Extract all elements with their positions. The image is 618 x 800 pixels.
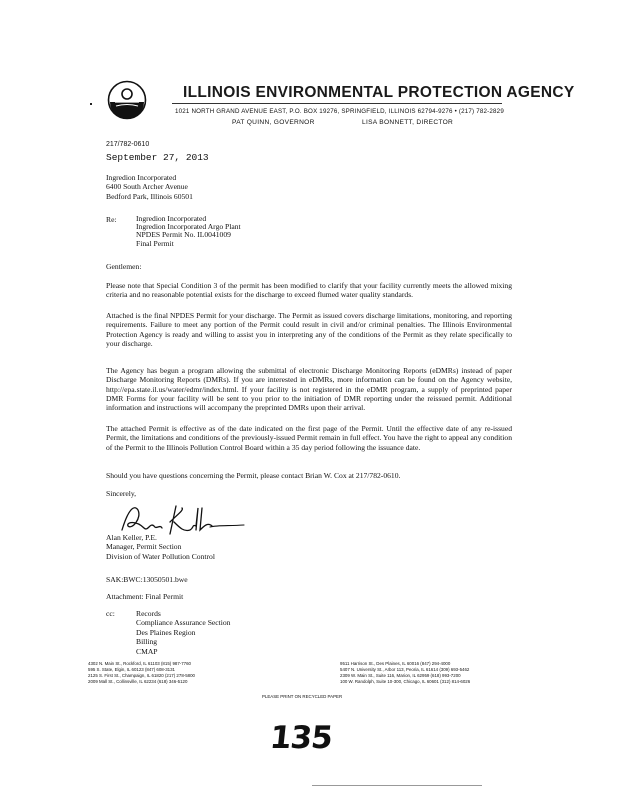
footer-office: 4302 N. Main St., Rockford, IL 61103 (815) 987-7760 <box>88 661 191 666</box>
footer-office: 9511 Harrison St., Des Plaines, IL 60016 (847) 294-4000 <box>340 661 451 666</box>
reference-code: SAK:BWC:13050501.bwe <box>106 575 188 584</box>
cc-item: Des Plaines Region <box>136 627 196 637</box>
scan-edge-mark <box>312 785 482 786</box>
cc-label: cc: <box>106 609 115 618</box>
body-paragraph-2: Attached is the final NPDES Permit for your discharge. The Permit as issued covers discharge limitations, monitoring, and reporting requirements. Failure to meet any portion of the Permit could result in civil and/or criminal penalties. The Illinois Environmental Protection Agency is ready and willing to assist you in interpreting any of the conditions of the Permit as they relate specifically to your discharge. <box>106 311 512 348</box>
footer-office: 2309 W. Main St., Suite 116, Marion, IL 62959 (618) 993-7200 <box>340 672 461 678</box>
agency-name: ILLINOIS ENVIRONMENTAL PROTECTION AGENCY <box>183 84 575 101</box>
signer-title: Manager, Permit Section <box>106 542 182 552</box>
re-line: Final Permit <box>136 238 174 248</box>
cc-item: Billing <box>136 637 158 647</box>
phone-reference: 217/782-0610 <box>106 141 150 148</box>
footer-offices-left <box>88 661 195 685</box>
recipient-line: Ingredion Incorporated <box>106 173 177 182</box>
letterhead-rule <box>172 103 502 104</box>
re-subject <box>136 215 241 248</box>
re-line: Ingredion Incorporated Argo Plant <box>136 222 241 232</box>
signer-name: Alan Keller, P.E. <box>106 533 157 542</box>
handwritten-page-number: 135 <box>268 720 334 756</box>
re-label: Re: <box>106 215 117 224</box>
cc-item: Compliance Assurance Section <box>136 618 231 628</box>
director-name: LISA BONNETT, DIRECTOR <box>362 119 454 126</box>
recycled-paper-note: PLEASE PRINT ON RECYCLED PAPER <box>262 694 343 699</box>
recipient-line: Bedford Park, Illinois 60501 <box>106 191 193 201</box>
body-paragraph-4: The attached Permit is effective as of the date indicated on the first page of the Permit. Until the effective date of any re-issued Permit, the limitations and conditions of the previously-issued Permit remain in full effect. You have the right to appeal any condition of the Permit to the Illinois Pollution Control Board within a 35 day period following the issuance date. <box>106 424 512 452</box>
cc-item: CMAP <box>136 646 158 656</box>
closing: Sincerely, <box>106 489 137 498</box>
re-line: Ingredion Incorporated <box>136 214 207 223</box>
re-line: NPDES Permit No. IL0041009 <box>136 230 231 240</box>
body-paragraph-1: Please note that Special Condition 3 of the permit has been modified to clarify that your facility currently meets the allowed mixing criteria and no reasonable potential exists for the discharge to exceed flumed water quality standards. <box>106 281 512 300</box>
footer-offices-right <box>340 661 470 685</box>
scan-speck <box>90 103 92 105</box>
agency-seal-logo <box>107 80 147 120</box>
footer-office: 100 W. Randolph, Suite 10-300, Chicago, IL 60601 (312) 814-6026 <box>340 678 471 684</box>
signer-block <box>106 533 215 561</box>
cc-list <box>136 609 230 656</box>
body-paragraph-3: The Agency has begun a program allowing the submittal of electronic Discharge Monitoring Reports (eDMRs) instead of paper Discharge Monitoring Reports (DMRs). If you are interested in eDMRs, more information can be found on the Agency website, http://epa.state.il.us/water/edmr/index.html. If your facility is not registered in the eDMR program, a supply of preprinted paper DMR Forms for your facility will be sent to you prior to the initiation of DMR reporting under the reissued permit. Additional information and instructions will accompany the preprinted DMRs upon their arrival. <box>106 366 512 413</box>
attachment-note: Attachment: Final Permit <box>106 592 184 601</box>
footer-office: 595 S. State, Elgin, IL 60123 (847) 608-3131 <box>88 666 175 672</box>
recipient-address <box>106 173 193 201</box>
cc-item: Records <box>136 609 161 618</box>
footer-office: 2009 Mall St., Collinsville, IL 62234 (618) 346-5120 <box>88 678 188 684</box>
footer-office: 5407 N. University St., Arbor 113, Peoria, IL 61614 (309) 693-5462 <box>340 666 470 672</box>
body-paragraph-5: Should you have questions concerning the Permit, please contact Brian W. Cox at 217/782-0610. <box>106 471 401 480</box>
recipient-line: 6400 South Archer Avenue <box>106 182 188 192</box>
letter-date: September 27, 2013 <box>106 152 209 163</box>
governor-name: PAT QUINN, GOVERNOR <box>232 119 315 126</box>
salutation: Gentlemen: <box>106 262 142 271</box>
signer-division: Division of Water Pollution Control <box>106 551 215 561</box>
footer-office: 2125 S. First St., Champaign, IL 61820 (217) 278-5800 <box>88 672 195 678</box>
agency-address: 1021 NORTH GRAND AVENUE EAST, P.O. BOX 19276, SPRINGFIELD, ILLINOIS 62794-9276 • (217) 782-2829 <box>175 108 504 115</box>
